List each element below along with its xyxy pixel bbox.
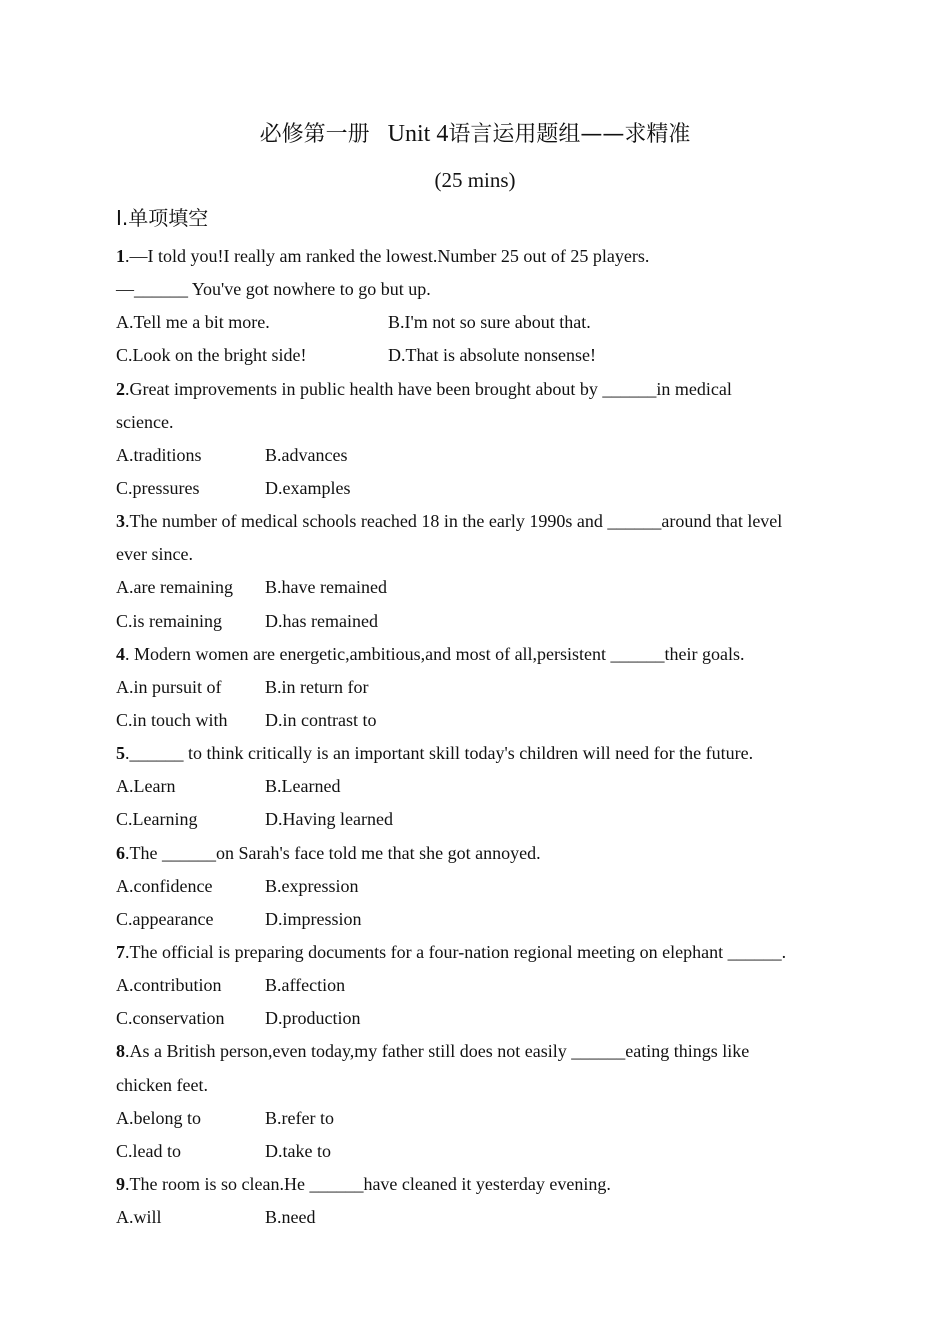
question-5-options-row1 — [116, 770, 846, 803]
option-c: C.conservation — [116, 1008, 225, 1029]
question-9-stem — [116, 1168, 846, 1201]
question-text: .The number of medical schools reached 18 in the early 1990s and ______around that level — [125, 511, 783, 532]
question-text: .As a British person,even today,my father still does not easily ______eating things like — [125, 1041, 750, 1062]
option-c: C.Look on the bright side! — [116, 345, 307, 366]
option-d: D.That is absolute nonsense! — [388, 345, 596, 366]
option-a: A.belong to — [116, 1107, 201, 1128]
question-5-options-row2 — [116, 803, 846, 836]
question-3-stem-cont: ever since. — [116, 544, 193, 565]
question-6-options-row2 — [116, 903, 846, 936]
question-4-stem — [116, 638, 846, 671]
question-1-options-row1 — [116, 306, 846, 339]
question-number: 1 — [116, 246, 125, 266]
question-text: .The official is preparing documents for a four-nation regional meeting on elephant ______. — [125, 941, 787, 962]
option-a: A.will — [116, 1207, 162, 1228]
question-7-options-row2 — [116, 1002, 846, 1035]
option-b: B.need — [265, 1207, 316, 1228]
option-b: B.advances — [265, 444, 348, 465]
option-a: A.confidence — [116, 875, 213, 896]
title-unit: Unit 4 — [387, 121, 449, 147]
option-a: A.are remaining — [116, 577, 233, 598]
option-d: D.production — [265, 1008, 361, 1029]
option-a: A.traditions — [116, 444, 202, 465]
option-b: B.expression — [265, 875, 359, 896]
question-3-options-row2 — [116, 605, 846, 638]
question-1-options-row2 — [116, 339, 846, 372]
question-8-options-row1 — [116, 1102, 846, 1135]
question-8-stem — [116, 1035, 846, 1068]
title-book: 必修第一册 — [259, 122, 370, 147]
title-topic: 语言运用题组——求精准 — [448, 122, 691, 147]
option-b: B.affection — [265, 975, 346, 996]
question-number: 4 — [116, 643, 125, 664]
option-c: C.appearance — [116, 908, 214, 929]
option-b: B.Learned — [265, 776, 341, 797]
option-a: A.Tell me a bit more. — [116, 312, 270, 333]
question-7-options-row1 — [116, 969, 846, 1002]
question-4-options-row2 — [116, 704, 846, 737]
option-c: C.is remaining — [116, 610, 222, 631]
question-1-stem-cont: —______ You've got nowhere to go but up. — [116, 279, 431, 300]
question-number: 7 — [116, 941, 125, 962]
time-limit: (25 mins) — [434, 168, 516, 192]
option-c: C.in touch with — [116, 709, 228, 730]
question-3-stem — [116, 505, 846, 538]
question-7-stem — [116, 936, 846, 969]
option-d: D.examples — [265, 477, 351, 498]
option-d: D.in contrast to — [265, 709, 377, 730]
option-b: B.refer to — [265, 1107, 334, 1128]
option-a: A.in pursuit of — [116, 676, 222, 697]
question-text: . Modern women are energetic,ambitious,and most of all,persistent ______their goals. — [125, 643, 745, 664]
question-number: 2 — [116, 378, 125, 399]
question-text: .______ to think critically is an important skill today's children will need for the future. — [125, 743, 754, 764]
option-a: A.Learn — [116, 776, 176, 797]
question-8-options-row2 — [116, 1135, 846, 1168]
option-c: C.lead to — [116, 1140, 181, 1161]
section-heading: Ⅰ.单项填空 — [116, 206, 209, 230]
question-text: .—I told you!I really am ranked the lowest.Number 25 out of 25 players. — [125, 246, 650, 266]
option-d: D.take to — [265, 1140, 331, 1161]
question-2-stem-cont: science. — [116, 411, 174, 432]
question-5-stem — [116, 737, 846, 770]
option-d: D.Having learned — [265, 809, 393, 830]
question-text: .The room is so clean.He ______have cleaned it yesterday evening. — [125, 1173, 611, 1194]
option-b: B.in return for — [265, 676, 369, 697]
question-number: 9 — [116, 1173, 125, 1194]
question-list — [116, 240, 846, 1234]
question-8-stem-cont: chicken feet. — [116, 1074, 208, 1095]
option-a: A.contribution — [116, 975, 222, 996]
page-title — [0, 118, 950, 151]
question-4-options-row1 — [116, 671, 846, 704]
question-3-options-row1 — [116, 571, 846, 604]
option-d: D.impression — [265, 908, 362, 929]
question-6-stem — [116, 837, 846, 870]
question-2-stem — [116, 373, 846, 406]
question-number: 5 — [116, 743, 125, 764]
option-b: B.have remained — [265, 577, 387, 598]
option-b: B.I'm not so sure about that. — [388, 312, 591, 333]
question-9-options-row1 — [116, 1201, 846, 1234]
question-1-stem — [116, 240, 846, 273]
question-number: 8 — [116, 1041, 125, 1062]
question-number: 6 — [116, 842, 125, 863]
question-text: .The ______on Sarah's face told me that she got annoyed. — [125, 842, 541, 863]
question-text: .Great improvements in public health have been brought about by ______in medical — [125, 378, 732, 399]
question-2-options-row1 — [116, 439, 846, 472]
question-6-options-row1 — [116, 870, 846, 903]
option-c: C.pressures — [116, 477, 200, 498]
question-2-options-row2 — [116, 472, 846, 505]
question-number: 3 — [116, 511, 125, 532]
option-c: C.Learning — [116, 809, 198, 830]
option-d: D.has remained — [265, 610, 378, 631]
